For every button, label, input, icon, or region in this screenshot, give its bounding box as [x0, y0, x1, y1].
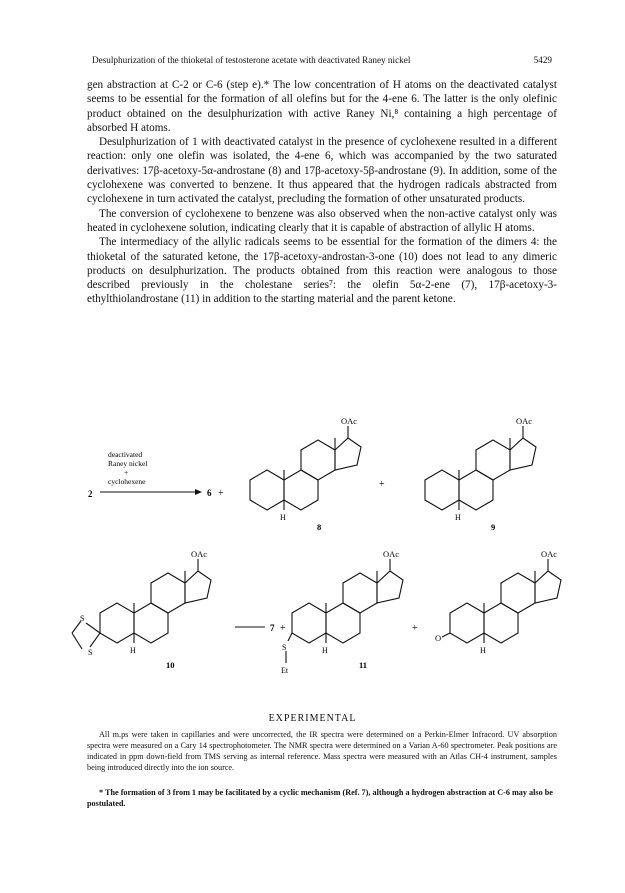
oac-label: OAc	[516, 416, 533, 426]
plus-sign-2: +	[379, 479, 385, 490]
structure-9	[425, 416, 536, 522]
sulfur-label: S	[88, 648, 93, 657]
reagent-text-1: deactivated	[108, 450, 143, 459]
reagent-text-3: cyclohexene	[108, 477, 146, 486]
compound-10-label: 10	[166, 660, 175, 670]
experimental-text	[87, 729, 557, 773]
h-label: H	[480, 646, 486, 655]
page-number: 5429	[533, 55, 552, 65]
compound-9-label: 9	[491, 522, 496, 532]
product-6-label: 6	[207, 488, 212, 498]
footnote-text: * The formation of 3 from 1 may be facilitated by a cyclic mechanism (Ref. 7), although a hydrogen abstraction at C-6 may also be postulated.	[87, 788, 553, 808]
compound-11-label: 11	[359, 660, 368, 670]
oac-label: OAc	[191, 549, 208, 559]
compound-8-label: 8	[317, 522, 322, 532]
plus-sign-1: +	[218, 488, 224, 499]
structure-ketone	[435, 549, 561, 655]
reaction-arrowhead-1	[195, 489, 202, 495]
paragraph-2: Desulphurization of 1 with deactivated catalyst in the presence of cyclohexene resulted in a different reaction: only one olefin was isolated, the 4-ene 6, which was accompanied by the two saturated derivatives: 17β-acetoxy-5α-androstane (8) and 17β-acetoxy-5β-androstane (9). In addition, some of the cyclohexene was converted to benzene. It thus appeared that the hydrogen radicals abstracted from cyclohexene in turn activated the catalyst, precluding the formation of other unsaturated products.	[87, 136, 557, 206]
oxygen-label: O	[435, 633, 442, 643]
h-label: H	[130, 646, 136, 655]
sulfur-label: S	[282, 643, 287, 652]
footnote	[87, 787, 557, 809]
product-7-label: 7	[270, 623, 275, 633]
plus-sign-4: +	[412, 623, 418, 634]
structure-8	[250, 416, 361, 522]
structure-11	[281, 549, 403, 675]
h-label: H	[322, 646, 328, 655]
oac-label: OAc	[541, 549, 558, 559]
reagent-text-2: Raney nickel	[108, 459, 148, 468]
reaction-scheme	[60, 405, 580, 695]
body-text	[87, 78, 557, 307]
running-header	[92, 55, 552, 65]
plus-sign-3: +	[280, 623, 286, 634]
oac-label: OAc	[341, 416, 358, 426]
paragraph-4: The intermediacy of the allylic radicals seems to be essential for the formation of the dimers 4: the thioketal of the saturated ketone, the 17β-acetoxy-androstan-3-one (10) does not lead to any dimeric products on desulphurization. The products obtained from this reaction were analogous to those described previously in the cholestane series⁷: the olefin 5α-2-ene (7), 17β-acetoxy-3-ethylthiolandrostane (11) in addition to the starting material and the parent ketone.	[87, 236, 557, 306]
ethyl-label: Et	[281, 666, 289, 675]
h-label: H	[280, 513, 286, 522]
h-label: H	[455, 513, 461, 522]
oac-label: OAc	[383, 549, 400, 559]
section-title: EXPERIMENTAL	[268, 713, 357, 724]
sulfur-label: S	[80, 614, 85, 623]
paragraph-3: The conversion of cyclohexene to benzene was also observed when the non-active catalyst only was heated in cyclohexene solution, indicating clearly that it is capable of abstraction of allylic H atoms.	[87, 207, 557, 234]
structure-10	[72, 549, 211, 657]
experimental-paragraph: All m.ps were taken in capillaries and were uncorrected, the IR spectra were determined on a Perkin-Elmer Infracord. UV absorption spectra were measured on a Cary 14 spectrophotometer. The NMR spectra were determined on a Varian A-60 spectrometer. Peak positions are indicated in ppm down-field from TMS serving as internal reference. Mass spectra were measured with an Atlas CH-4 instrument, samples being introduced directly into the ion source.	[87, 730, 557, 772]
running-title: Desulphurization of the thioketal of testosterone acetate with deactivated Raney nickel	[92, 55, 411, 65]
reagent-plus: +	[124, 468, 129, 477]
start-compound-label: 2	[88, 489, 93, 499]
paragraph-1: gen abstraction at C-2 or C-6 (step e).* The low concentration of H atoms on the deactivated catalyst seems to be essential for the formation of all olefins but for the 4-ene 6. The latter is the only olefinic product obtained on the desulphurization with active Raney Ni,⁸ containing a high percentage of absorbed H atoms.	[87, 79, 557, 134]
